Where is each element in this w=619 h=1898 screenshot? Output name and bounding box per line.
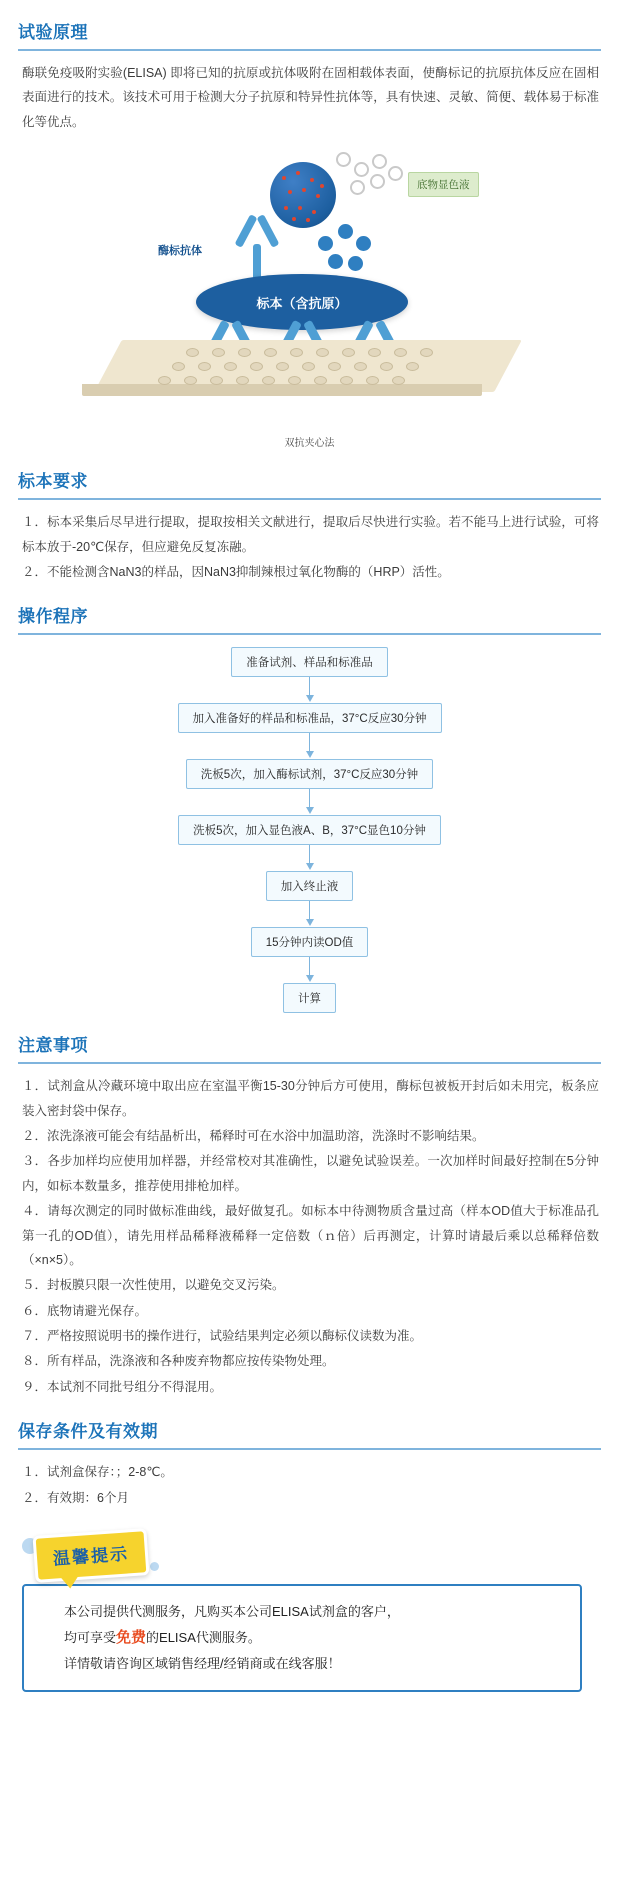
enzyme-conjugate-icon xyxy=(270,162,336,228)
figure-caption: 双抗夹心法 xyxy=(284,438,335,450)
enzyme-dot-icon xyxy=(348,256,363,271)
procedure-flowchart xyxy=(18,647,601,1013)
tip-line-2 xyxy=(64,1624,562,1652)
microplate-icon xyxy=(108,340,508,404)
divider-principle xyxy=(18,49,601,51)
tip-highlight-free: 免费 xyxy=(116,1628,147,1646)
flow-step: 计算 xyxy=(283,983,336,1013)
list-item: ４．请每次测定的同时做标准曲线，最好做复孔。如标本中待测物质含量过高（样本OD值大于标准品孔第一孔的OD值），请先用样品稀释液稀释一定倍数（ｎ倍）后再测定，计算时请最后乘以总稀释倍数（×n×5）。 xyxy=(22,1204,599,1267)
substrate-label: 底物显色液 xyxy=(408,172,479,197)
list-item: ２．浓洗涤液可能会有结晶析出，稀释时可在水浴中加温助溶，洗涤时不影响结果。 xyxy=(22,1129,485,1143)
flow-step: 洗板5次，加入显色液A、B，37°C显色10分钟 xyxy=(178,815,441,845)
flow-arrow-icon xyxy=(305,733,314,759)
bubble-icon xyxy=(150,1562,159,1571)
list-item: ９．本试剂不同批号组分不得混用。 xyxy=(22,1379,223,1394)
tip-line-1: 本公司提供代测服务，凡购买本公司ELISA试剂盒的客户， xyxy=(64,1603,400,1619)
storage-list xyxy=(22,1460,599,1510)
substrate-droplet-icon xyxy=(336,152,351,167)
tip-line-3: 详情敬请咨询区域销售经理/经销商或在线客服！ xyxy=(64,1655,341,1671)
tip-banner xyxy=(0,1532,619,1682)
principle-paragraph: 酶联免疫吸附实验(ELISA) 即将已知的抗原或抗体吸附在固相载体表面，使酶标记的抗原抗体反应在固相表面进行的技术。该技术可用于检测大分子抗原和特异性抗体等，具有快速、灵敏、简便、载体易于标准化等优点。 xyxy=(22,66,599,129)
divider-specimen xyxy=(18,498,601,500)
section-title-specimen: 标本要求 xyxy=(18,472,88,492)
substrate-droplet-icon xyxy=(350,180,365,195)
notes-list xyxy=(22,1074,599,1399)
list-item: ２．不能检测含NaN3的样品，因NaN3抑制辣根过氧化物酶的（HRP）活性。 xyxy=(22,564,450,579)
flow-step: 15分钟内读OD值 xyxy=(251,927,369,957)
list-item: ８．所有样品，洗涤液和各种废弃物都应按传染物处理。 xyxy=(22,1354,335,1369)
flow-step: 洗板5次，加入酶标试剂，37°C反应30分钟 xyxy=(186,759,433,789)
flow-step: 加入终止液 xyxy=(266,871,354,901)
substrate-droplet-icon xyxy=(354,162,369,177)
enzyme-dot-icon xyxy=(356,236,371,251)
document-page xyxy=(0,18,619,1700)
flow-step: 准备试剂、样品和标准品 xyxy=(231,647,388,677)
flow-arrow-icon xyxy=(305,901,314,927)
list-item: １．试剂盒保存：；2-8℃。 xyxy=(22,1465,173,1480)
elisa-illustration xyxy=(18,144,601,434)
list-item: １．标本采集后尽早进行提取，提取按相关文献进行，提取后尽快进行实验。若不能马上进行试验，可将标本放于-20℃保存，但应避免反复冻融。 xyxy=(22,515,599,554)
flow-arrow-icon xyxy=(305,845,314,871)
flow-step: 加入准备好的样品和标准品，37°C反应30分钟 xyxy=(178,703,442,733)
tip-line-2-after: 的ELISA代测服务。 xyxy=(146,1629,261,1645)
section-title-procedure: 操作程序 xyxy=(18,607,88,627)
enzyme-dot-icon xyxy=(328,254,343,269)
sample-antigen-label: 标本（含抗原） xyxy=(196,274,408,330)
section-title-notes: 注意事项 xyxy=(18,1036,88,1056)
enzyme-antibody-label: 酶标抗体 xyxy=(158,245,202,258)
divider-notes xyxy=(18,1062,601,1064)
list-item: １．试剂盒从冷藏环境中取出应在室温平衡15-30分钟后方可使用，酶标包被板开封后如未用完，板条应装入密封袋中保存。 xyxy=(22,1079,599,1118)
enzyme-dot-icon xyxy=(318,236,333,251)
list-item: ７．严格按照说明书的操作进行，试验结果判定必须以酶标仪读数为准。 xyxy=(22,1329,423,1343)
tip-box xyxy=(22,1584,582,1692)
list-item: ２．有效期：6个月 xyxy=(22,1490,129,1505)
divider-procedure xyxy=(18,633,601,635)
tip-line-2-before: 均可享受 xyxy=(64,1629,117,1645)
specimen-list xyxy=(22,510,599,584)
section-title-storage: 保存条件及有效期 xyxy=(18,1422,158,1442)
substrate-droplet-icon xyxy=(370,174,385,189)
enzyme-dot-icon xyxy=(338,224,353,239)
divider-storage xyxy=(18,1448,601,1450)
flow-arrow-icon xyxy=(305,789,314,815)
microplate-edge xyxy=(82,384,482,396)
list-item: ６．底物请避光保存。 xyxy=(22,1303,148,1318)
flow-arrow-icon xyxy=(305,957,314,983)
substrate-droplet-icon xyxy=(388,166,403,181)
section-title-principle: 试验原理 xyxy=(18,23,88,42)
flow-arrow-icon xyxy=(305,677,314,703)
tip-badge: 温馨提示 xyxy=(32,1528,149,1583)
list-item: ５．封板膜只限一次性使用，以避免交叉污染。 xyxy=(22,1278,285,1293)
list-item: ３．各步加样均应使用加样器，并经常校对其准确性，以避免试验误差。一次加样时间最好控制在5分钟内，如标本数量多，推荐使用排枪加样。 xyxy=(22,1154,599,1193)
substrate-droplet-icon xyxy=(372,154,387,169)
